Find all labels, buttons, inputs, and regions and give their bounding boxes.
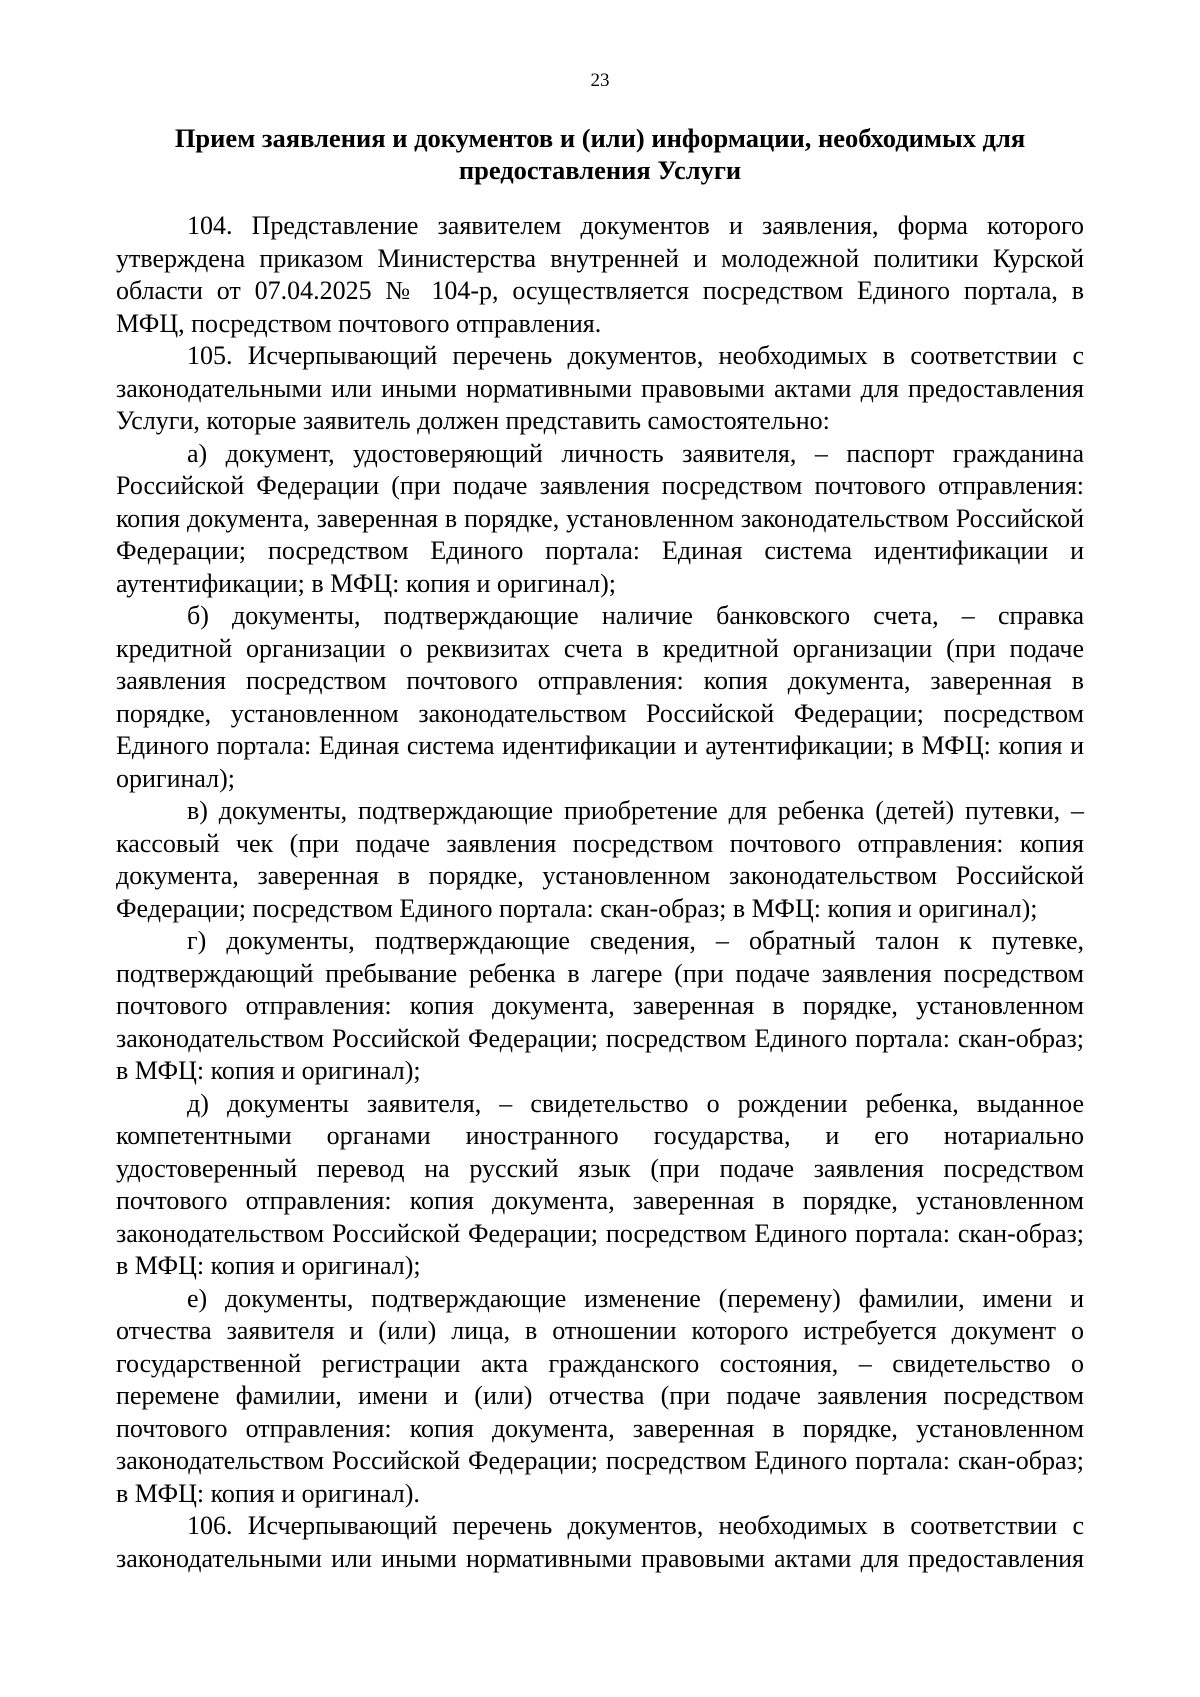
paragraph-106: 106. Исчерпывающий перечень документов, необходимых в соответствии с законодательными или иными нормативными правовыми актами для предоставления — [116, 1511, 1084, 1573]
section-heading-line-2: предоставления Услуги — [458, 155, 742, 185]
paragraph-105-e: е) документы, подтверждающие изменение (перемену) фамилии, имени и отчества заявителя и (или) лица, в отношении которого истребуется документ о государственной регистрации акта гражданского состояния, – свидетельство о перемене фамилии, имени и (или) отчества (при подаче заявления посредством почтового отправления: копия документа, заверенная в порядке, установленном законодательством Российской Федерации; посредством Единого портала: скан-образ; в МФЦ: копия и оригинал). — [116, 1283, 1084, 1508]
document-body — [116, 210, 1084, 1575]
paragraph-105-g: г) документы, подтверждающие сведения, – обратный талон к путевке, подтверждающий пребывание ребенка в лагере (при подаче заявления посредством почтового отправления: копия документа, заверенная в порядке, установленном законодательством Российской Федерации; посредством Единого портала: скан-образ; в МФЦ: копия и оригинал); — [116, 926, 1084, 1085]
page-number: 23 — [590, 70, 610, 91]
paragraph-104: 104. Представление заявителем документов и заявления, форма которого утверждена приказом Министерства внутренней и молодежной политики Курской области от 07.04.2025 № 104-р, осуществляется посредством Единого портала, в МФЦ, посредством почтового отправления. — [116, 211, 1084, 338]
paragraph-105-d: д) документы заявителя, – свидетельство о рождении ребенка, выданное компетентными органами иностранного государства, и его нотариально удостоверенный перевод на русский язык (при подаче заявления посредством почтового отправления: копия документа, заверенная в порядке, установленном законодательством Российской Федерации; посредством Единого портала: скан-образ; в МФЦ: копия и оригинал); — [116, 1088, 1084, 1280]
section-heading-line-1: Прием заявления и документов и (или) информации, необходимых для — [174, 123, 1026, 153]
paragraph-105: 105. Исчерпывающий перечень документов, необходимых в соответствии с законодательными или иными нормативными правовыми актами для предоставления Услуги, которые заявитель должен представить самостоятельно: — [116, 341, 1084, 435]
paragraph-105-v: в) документы, подтверждающие приобретение для ребенка (детей) путевки, – кассовый чек (при подаче заявления посредством почтового отправления: копия документа, заверенная в порядке, установленном законодательством Российской Федерации; посредством Единого портала: скан-образ; в МФЦ: копия и оригинал); — [116, 796, 1084, 923]
section-heading — [120, 122, 1080, 186]
paragraph-105-b: б) документы, подтверждающие наличие банковского счета, – справка кредитной организации о реквизитах счета в кредитной организации (при подаче заявления посредством почтового отправления: копия документа, заверенная в порядке, установленном законодательством Российской Федерации; посредством Единого портала: Единая система идентификации и аутентификации; в МФЦ: копия и оригинал); — [116, 601, 1084, 793]
paragraph-105-a: а) документ, удостоверяющий личность заявителя, – паспорт гражданина Российской Федерации (при подаче заявления посредством почтового отправления: копия документа, заверенная в порядке, установленном законодательством Российской Федерации; посредством Единого портала: Единая система идентификации и аутентификации; в МФЦ: копия и оригинал); — [116, 438, 1084, 598]
